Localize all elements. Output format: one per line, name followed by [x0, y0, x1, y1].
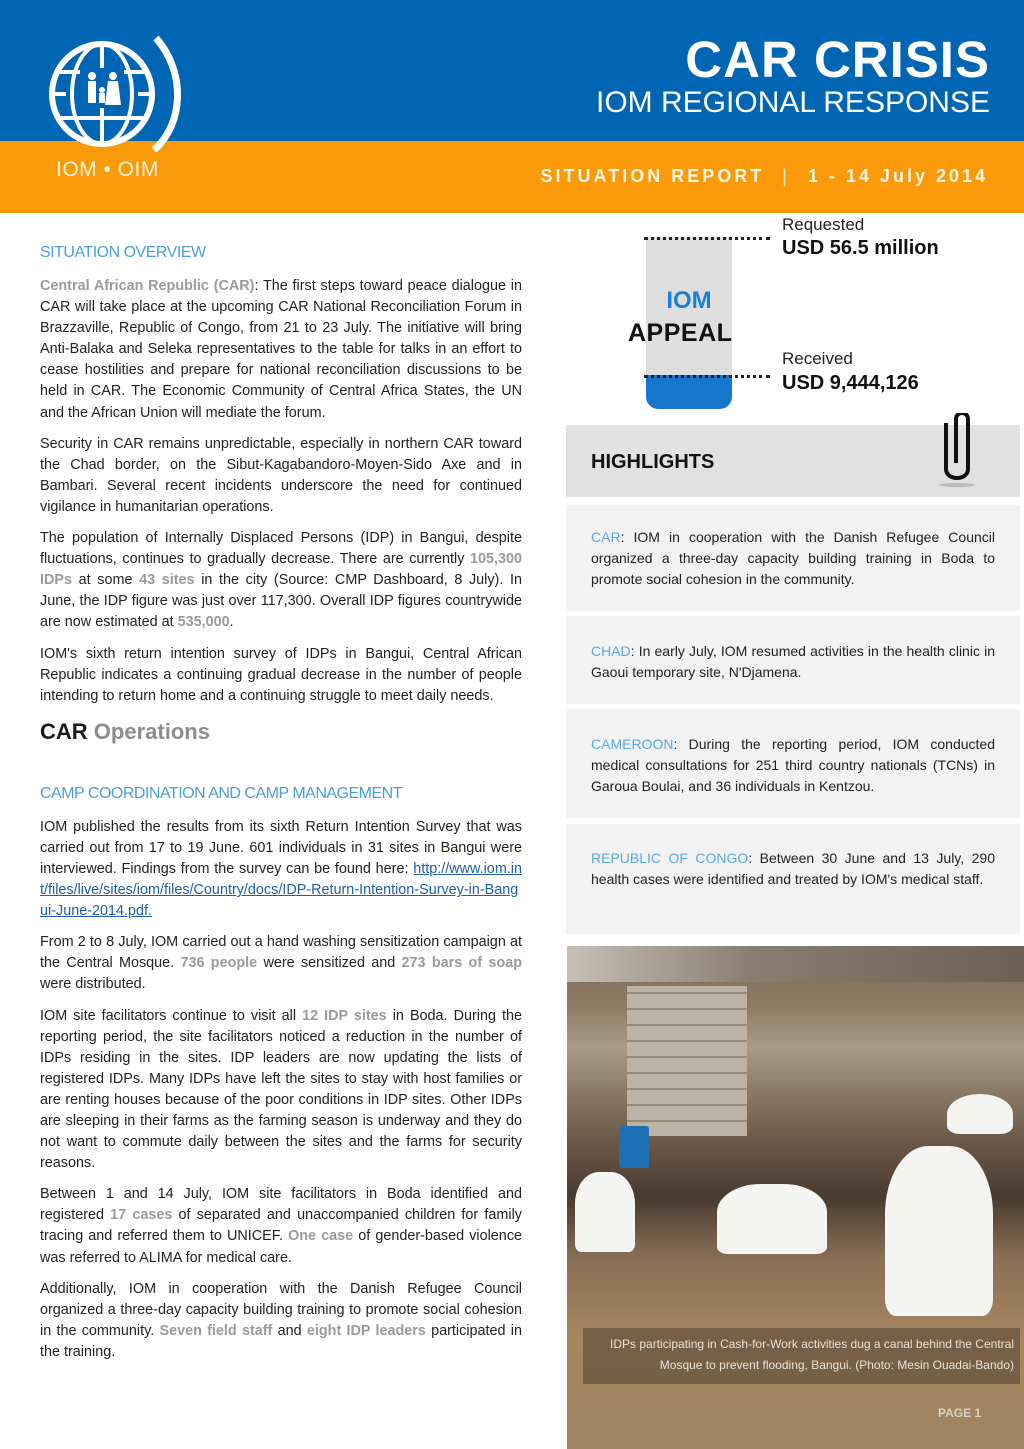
requested-amount: USD 56.5 million	[782, 237, 939, 259]
requested-marker-line	[644, 237, 770, 240]
survey-link[interactable]: http://www.iom.int/files/live/sites/iom/files/Country/docs/IDP-Return-Intention-Survey-in-Bangui-June-2014.pdf.	[40, 860, 522, 920]
site-count: 43 sites	[139, 572, 195, 589]
photo-caption: IDPs participating in Cash-for-Work activities dug a canal behind the Central Mosque to prevent flooding, Bangui. (Photo: Mesin Ouadai-Bando)	[610, 1337, 1014, 1372]
appeal-graphic	[566, 215, 1024, 420]
iom-globe-logo-icon	[36, 32, 186, 152]
appeal-iom-label: IOM	[666, 287, 712, 314]
car-lead: Central African Republic (CAR)	[40, 278, 255, 294]
page-number: PAGE 1	[938, 1406, 982, 1420]
highlight-item-congo: REPUBLIC OF CONGO: Between 30 June and 13 July, 290 health cases were identified and treated by IOM's medical staff.	[566, 824, 1020, 934]
overview-paragraph-3: The population of Internally Displaced Persons (IDP) in Bangui, despite fluctuations, continues to gradually decrease. There are currently 105,300 IDPs at some 43 sites in the city (Source: CMP Dashboard, 8 July). In June, the IDP figure was just over 117,300. Overall IDP figures countrywide are now estimated at 535,000.	[40, 530, 522, 631]
overview-paragraph-2: Security in CAR remains unpredictable, especially in northern CAR toward the Chad border, on the Sibut-Kagabandoro-Moyen-Sido Axe and in Bambari. Several recent incidents underscore the need for continued vigilance in humanitarian operations.	[40, 435, 522, 515]
highlight-item-chad: CHAD: In early July, IOM resumed activities in the health clinic in Gaoui temporary site, N'Djamena.	[566, 616, 1020, 704]
appeal-funded-fill	[646, 375, 732, 409]
overview-paragraph-1: Central African Republic (CAR): The first steps toward peace dialogue in CAR will take place at the upcoming CAR National Reconciliation Forum in Brazzaville, Republic of Congo, from 21 to 23 July. The initiative will bring Anti-Balaka and Seleka representatives to the table for talks in an effort to cease hostilities and prepare for national reconciliation discussions to be held in CAR. The Economic Community of Central Africa States, the UN and the African Union will mediate the forum.	[40, 278, 522, 421]
situation-overview-heading: SITUATION OVERVIEW	[40, 244, 206, 261]
received-amount: USD 9,444,126	[782, 372, 919, 394]
main-column	[40, 244, 522, 1373]
highlights-title: HIGHLIGHTS	[591, 451, 715, 473]
overview-paragraph-4: IOM's sixth return intention survey of IDPs in Bangui, Central African Republic indicates a continuing gradual decrease in the number of people intending to return home and a continuing struggle to meet daily needs.	[40, 645, 522, 704]
operations-paragraph-4: Between 1 and 14 July, IOM site facilitators in Boda identified and registered 17 cases of separated and unaccompanied children for family tracing and referred them to UNICEF. One case of gender-based violence was referred to ALIMA for medical care.	[40, 1186, 523, 1266]
received-marker-line	[644, 375, 770, 378]
received-label: Received	[782, 349, 853, 368]
report-date-range: 1 - 14 July 2014	[807, 166, 988, 186]
idp-count: 105,300 IDPs	[40, 551, 522, 589]
logo-text: IOM • OIM	[56, 158, 159, 181]
operations-paragraph-5: Additionally, IOM in cooperation with the Danish Refugee Council organized a three-day capacity building training to promote social cohesion in the community. Seven field staff and eight IDP leaders participated in the training.	[40, 1280, 522, 1360]
requested-label: Requested	[782, 215, 865, 234]
report-type-line	[541, 166, 988, 187]
report-label: SITUATION REPORT	[540, 166, 765, 186]
report-title: CAR CRISIS	[685, 31, 990, 88]
countrywide-idp-count: 535,000	[177, 614, 230, 631]
car-operations-heading: CAR Operations	[40, 718, 210, 744]
appeal-label: APPEAL	[628, 319, 733, 347]
operations-paragraph-1: IOM published the results from its sixth Return Intention Survey that was carried out from 17 to 19 June. 601 individuals in 31 sites in Bangui were interviewed. Findings from the survey can be found here: http://www.iom.int/files/live/sites/iom/files/Country/docs/IDP-Return-Intention-Survey-in-Bangui-June-2014.pdf.	[40, 818, 522, 920]
report-subtitle: IOM REGIONAL RESPONSE	[596, 86, 990, 119]
highlights-header	[566, 425, 1020, 497]
highlight-item-car: CAR: IOM in cooperation with the Danish Refugee Council organized a three-day capacity building training in Boda to promote social cohesion in the community.	[566, 505, 1020, 611]
operations-paragraph-2: From 2 to 8 July, IOM carried out a hand washing sensitization campaign at the Central Mosque. 736 people were sensitized and 273 bars of soap were distributed.	[40, 934, 523, 993]
highlight-item-cameroon: CAMEROON: During the reporting period, IOM conducted medical consultations for 251 third country nationals (TCNs) in Garoua Boulai, and 36 individuals in Kentzou.	[566, 709, 1020, 818]
paperclip-icon	[932, 413, 982, 489]
report-separator: |	[782, 166, 790, 186]
cccm-heading: CAMP COORDINATION AND CAMP MANAGEMENT	[40, 784, 402, 802]
operations-paragraph-3: IOM site facilitators continue to visit all 12 IDP sites in Boda. During the reporting period, the site facilitators noticed a reduction in the number of IDPs residing in the sites. IDP leaders are now updating the lists of registered IDPs. Many IDPs have left the sites to stay with host families or are renting houses because of the poor conditions in IDP sites. Other IDPs are sleeping in their farms as the farming season is underway and they do not want to commute daily between the sites and the farms for security reasons.	[40, 1007, 522, 1172]
